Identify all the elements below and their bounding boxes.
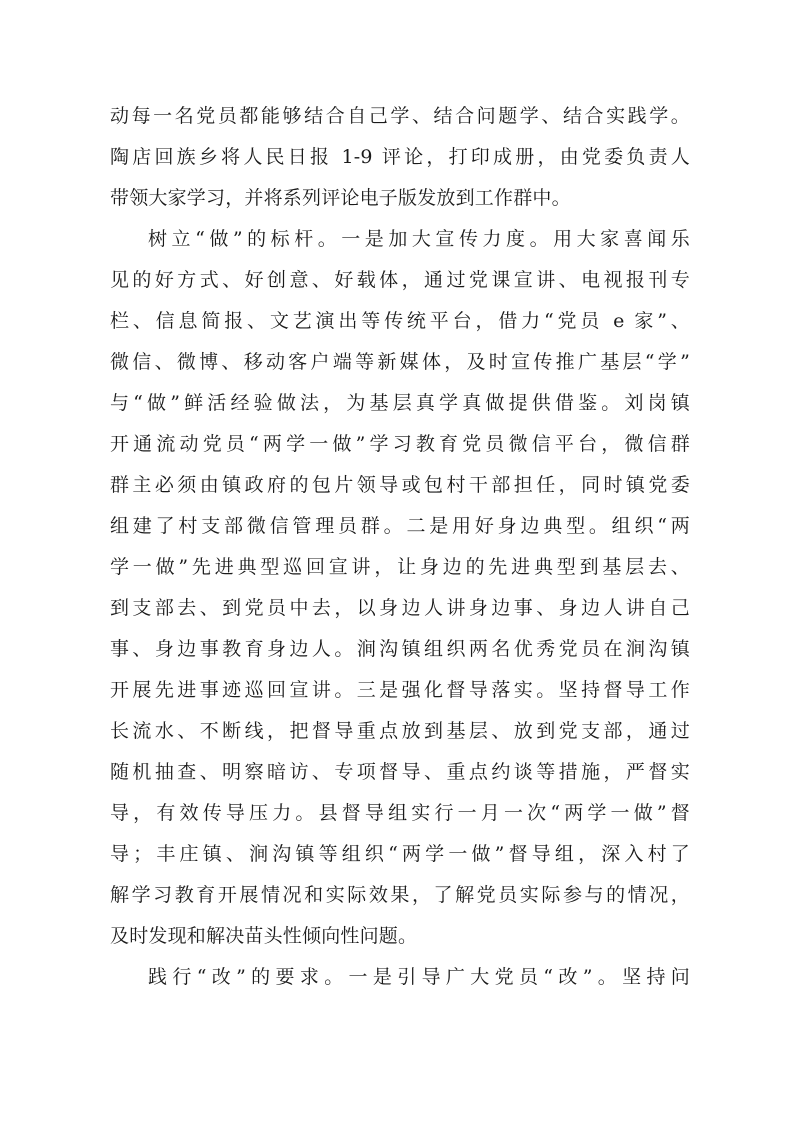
- text-line: 微信、微博、移动客户端等新媒体，及时宣传推广基层“学”: [110, 351, 690, 373]
- paragraph-start-line: 践行“改”的要求。一是引导广大党员“改”。坚持问: [148, 966, 690, 988]
- text-line: 开通流动党员“两学一做”学习教育党员微信平台，微信群: [110, 433, 690, 455]
- text-line: 动每一名党员都能够结合自己学、结合问题学、结合实践学。: [110, 105, 690, 127]
- text-line: 组建了村支部微信管理员群。二是用好身边典型。组织“两: [110, 515, 690, 537]
- text-line: 带领大家学习，并将系列评论电子版发放到工作群中。: [110, 187, 571, 209]
- text-line: 群主必须由镇政府的包片领导或包村干部担任，同时镇党委: [110, 474, 690, 496]
- text-line: 长流水、不断线，把督导重点放到基层、放到党支部，通过: [110, 720, 690, 742]
- text-line: 随机抽查、明察暗访、专项督导、重点约谈等措施，严督实: [110, 761, 690, 783]
- body-text: [110, 96, 690, 998]
- paragraph-start-line: 树立“做”的标杆。一是加大宣传力度。用大家喜闻乐: [148, 228, 690, 250]
- text-line: 及时发现和解决苗头性倾向性问题。: [110, 925, 418, 947]
- text-line: 陶店回族乡将人民日报 1-9 评论，打印成册，由党委负责人: [110, 146, 690, 168]
- text-line: 学一做”先进典型巡回宣讲，让身边的先进典型到基层去、: [110, 556, 690, 578]
- text-line: 开展先进事迹巡回宣讲。三是强化督导落实。坚持督导工作: [110, 679, 690, 701]
- text-line: 见的好方式、好创意、好载体，通过党课宣讲、电视报刊专: [110, 269, 690, 291]
- text-line: 与“做”鲜活经验做法，为基层真学真做提供借鉴。刘岗镇: [110, 392, 690, 414]
- text-line: 导，有效传导压力。县督导组实行一月一次“两学一做”督: [110, 802, 690, 824]
- text-line: 到支部去、到党员中去，以身边人讲身边事、身边人讲自己: [110, 597, 690, 619]
- text-line: 导；丰庄镇、涧沟镇等组织“两学一做”督导组，深入村了: [110, 843, 690, 865]
- text-line: 解学习教育开展情况和实际效果，了解党员实际参与的情况，: [110, 884, 690, 906]
- text-line: 事、身边事教育身边人。涧沟镇组织两名优秀党员在涧沟镇: [110, 638, 690, 660]
- text-line: 栏、信息简报、文艺演出等传统平台，借力“党员 e 家”、: [110, 310, 690, 332]
